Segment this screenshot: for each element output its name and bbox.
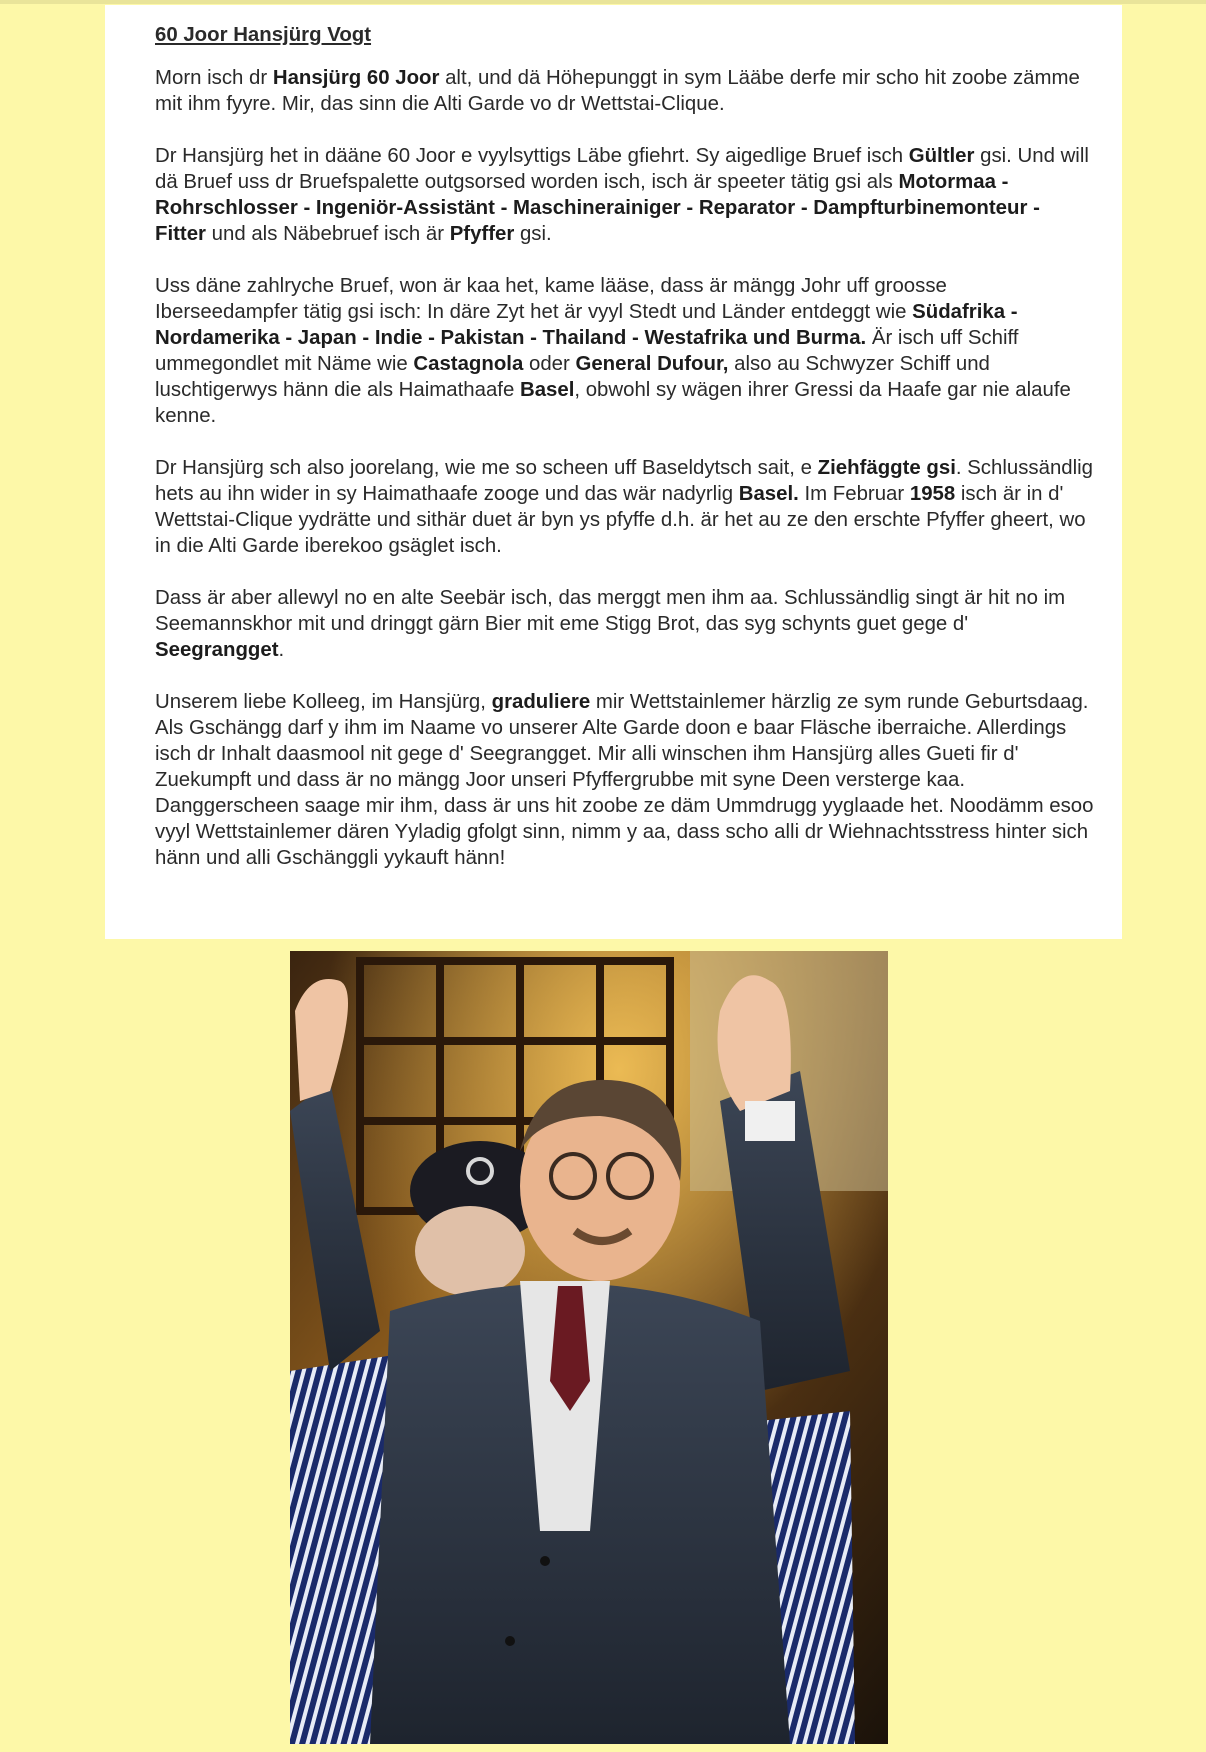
paragraph-clique — [155, 455, 1095, 559]
bold-text: Basel. — [738, 483, 799, 505]
text: . Schlussändlig hets au ihn wider in sy Haimathaafe zooge und das wär nadyrlig — [155, 457, 1094, 505]
shirt-cuff — [745, 1101, 795, 1141]
bold-text: Castagnola — [413, 353, 524, 375]
bold-text: 1958 — [909, 483, 956, 505]
text: mir Wettstainlemer härzlig ze sym runde Geburtsdaag. Als Gschängg darf y ihm im Naame vo unserer Alte Garde doon e baar Fläsche iberraiche. Allerdings isch dr Inhalt daasmool nit gege d' Seegrangget. Mir alli winschen ihm Hansjürg alles Gueti fir d' Zuekumpft und dass är no mängg Joor unseri Pfyffergrubbe mit syne Deen versterge kaa. Danggerscheen saage mir ihm, dass är uns hit zoobe ze däm Ummdrugg yyglaade het. Noodämm esoo vyyl Wettstainlemer dären Yyladig gfolgt sinn, nimm y aa, dass scho alli dr Wiehnachtsstress hinter sich hänn und alli Gschänggli yykauft hänn! — [155, 691, 1094, 869]
paragraph-congratulations — [155, 689, 1095, 871]
bold-text: Motormaa - Rohrschlosser - Ingeniör-Assistänt - Maschinerainiger - Reparator - Dampfturbinemonteur - Fitter — [155, 171, 1040, 245]
bold-text: Ziehfäggte gsi — [817, 457, 956, 479]
bold-text: Pfyffer — [449, 223, 515, 245]
bold-text: Seegrangget — [155, 639, 279, 661]
page-title: 60 Joor Hansjürg Vogt — [155, 24, 372, 46]
text: Dr Hansjürg sch also joorelang, wie me so scheen uff Baseldytsch sait, e — [155, 457, 818, 479]
text: Unserem liebe Kolleeg, im Hansjürg, — [155, 691, 492, 713]
text: also au Schwyzer Schiff und luschtigerwys hänn die als Haimathaafe — [155, 353, 990, 401]
bold-text: General Dufour, — [575, 353, 729, 375]
text: Morn isch dr — [155, 67, 273, 89]
celebration-photo — [290, 951, 888, 1744]
text: Dass är aber allewyl no en alte Seebär isch, das merggt men ihm aa. Schlussändlig singt är hit no im Seemannskhor mit und dringgt gärn Bier mit eme Stigg Brot, das syg schynts guet gege d' — [155, 587, 1066, 635]
text: isch är in d' Wettstai-Clique yydrätte und sithär duet är byn ys pfyffe d.h. är het au ze den erschte Pfyffer gheert, wo in die Alti Garde iberekoo gsäglet isch. — [155, 483, 1086, 557]
text: Är isch uff Schiff ummegondlet mit Näme wie — [155, 327, 1019, 375]
text: gsi. Und will dä Bruef uss dr Bruefspalette outgsorsed worden isch, isch är speeter tätig gsi als — [155, 145, 1089, 193]
text: , obwohl sy wägen ihrer Gressi da Haafe gar nie alaufe kenne. — [155, 379, 1071, 427]
paragraph-intro — [155, 65, 1095, 117]
text: . — [278, 639, 285, 661]
right-hand — [718, 975, 791, 1111]
bold-text: graduliere — [491, 691, 591, 713]
text: alt, und dä Höhepunggt in sym Lääbe derfe mir scho hit zoobe zämme mit ihm fyyre. Mir, das sinn die Alti Garde vo dr Wettstai-Clique. — [155, 67, 1080, 115]
photo-illustration — [290, 951, 888, 1744]
text: Dr Hansjürg het in dääne 60 Joor e vyylsyttigs Läbe gfiehrt. Sy aigedlige Bruef isch — [155, 145, 909, 167]
paragraph-travels — [155, 273, 1095, 429]
bold-text: Hansjürg 60 Joor — [272, 67, 440, 89]
text: Uss däne zahlryche Bruef, won är kaa het, kame lääse, dass är mängg Johr uff groosse Iberseedampfer tätig gsi isch: In däre Zyt het är vyyl Stedt und Länder entdeggt wie — [155, 275, 947, 323]
bold-text: Gültler — [908, 145, 975, 167]
text: Im Februar — [798, 483, 910, 505]
bold-text: Basel — [519, 379, 575, 401]
text: oder — [523, 353, 576, 375]
page-top-edge — [0, 0, 1206, 4]
text: gsi. — [514, 223, 552, 245]
background-face — [415, 1206, 525, 1296]
article-body — [155, 22, 1095, 897]
paragraph-professions — [155, 143, 1095, 247]
paragraph-seebaer — [155, 585, 1095, 663]
bold-text: Südafrika - Nordamerika - Japan - Indie - Pakistan - Thailand - Westafrika und Burma. — [155, 301, 1018, 349]
text: und als Näbebruef isch är — [205, 223, 450, 245]
jacket-button — [505, 1636, 515, 1646]
jacket-button — [540, 1556, 550, 1566]
